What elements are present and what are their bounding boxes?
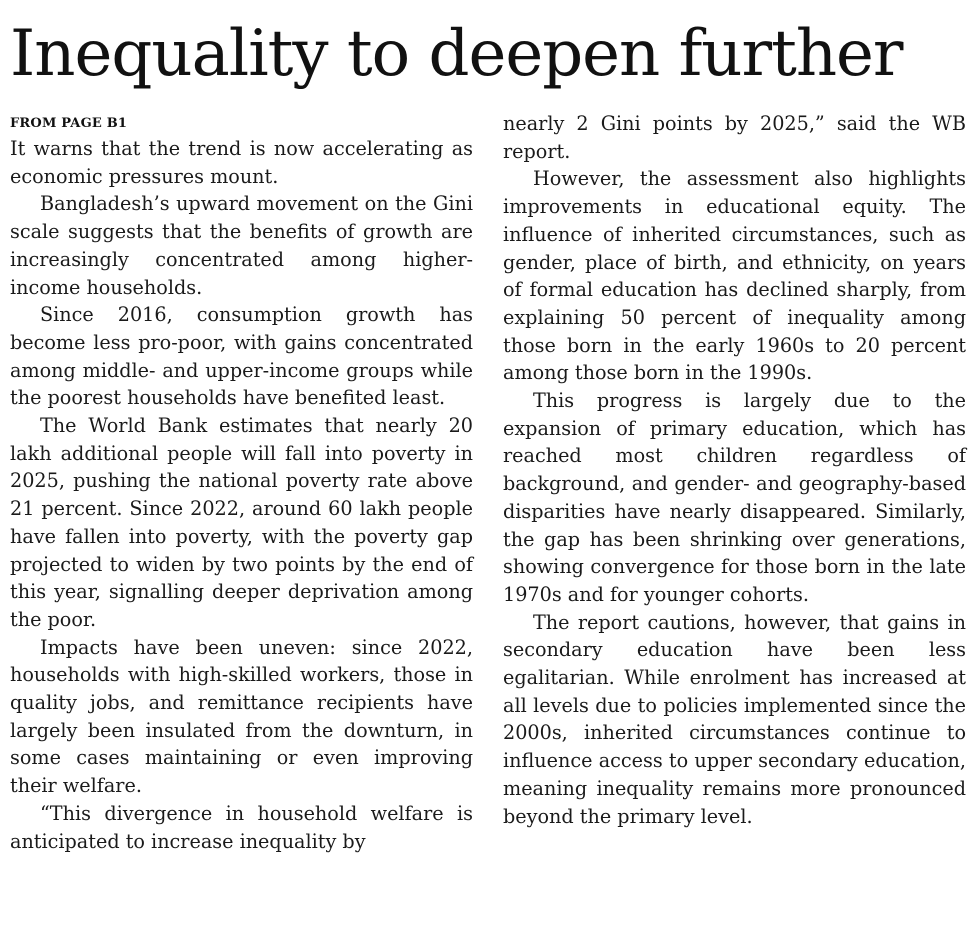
article-column-right xyxy=(503,110,966,830)
paragraph: Since 2016, consumption growth has become less pro-poor, with gains concentrated among middle- and upper-income groups while the poorest households have benefited least. xyxy=(10,303,473,410)
headline: Inequality to deepen further xyxy=(10,17,903,91)
jump-kicker: FROM PAGE B1 xyxy=(10,116,128,131)
paragraph: The report cautions, however, that gains in secondary education have been less egalitarian. While enrolment has increased at all levels due to policies implemented since the 2000s, inherited circumstances continue to influence access to upper secondary education, meaning inequality remains more pronounced beyond the primary level. xyxy=(503,610,966,828)
paragraph: “This divergence in household welfare is anticipated to increase inequality by xyxy=(10,801,473,853)
paragraph: It warns that the trend is now accelerating as economic pressures mount. xyxy=(10,137,473,188)
paragraph: However, the assessment also highlights improvements in educational equity. The influence of inherited circumstances, such as gender, place of birth, and ethnicity, on years of formal education has declined sharply, from explaining 50 percent of inequality among those born in the early 1960s to 20 percent among those born in the 1990s. xyxy=(503,167,966,385)
paragraph: Bangladesh’s upward movement on the Gini scale suggests that the benefits of growth are increasingly concentrated among higher-income households. xyxy=(10,192,473,299)
paragraph: The World Bank estimates that nearly 20 lakh additional people will fall into poverty in 2025, pushing the national poverty rate above 21 percent. Since 2022, around 60 lakh people have fallen into poverty, with the poverty gap projected to widen by two points by the end of this year, signalling deeper deprivation among the poor. xyxy=(10,414,473,631)
paragraph: nearly 2 Gini points by 2025,” said the WB report. xyxy=(503,112,966,163)
paragraph: Impacts have been uneven: since 2022, households with high-skilled workers, those in quality jobs, and remittance recipients have largely been insulated from the downturn, in some cases maintaining or even improving their welfare. xyxy=(10,635,473,798)
paragraph: This progress is largely due to the expansion of primary education, which has reached most children regardless of background, and gender- and geography-based disparities have nearly disappeared. Similarly, the gap has been shrinking over generations, showing convergence for those born in the late 1970s and for younger cohorts. xyxy=(503,389,966,606)
article-column-left xyxy=(10,111,473,855)
